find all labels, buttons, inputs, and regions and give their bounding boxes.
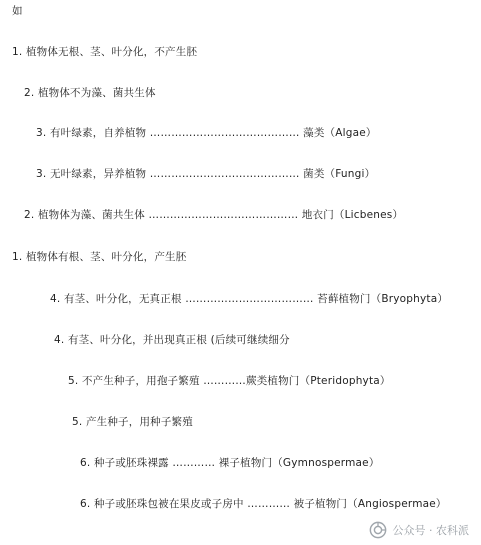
key-line-5b: 5. 产生种子，用种子繁殖 [72,416,193,428]
key-line-4a: 4. 有茎、叶分化，无真正根 ……………………………… 苔藓植物门（Bryophyta） [50,293,449,305]
key-line-1b: 1. 植物体有根、茎、叶分化，产生胚 [12,251,187,263]
key-line-6b: 6. 种子或胚珠包被在果皮或子房中 ………… 被子植物门（Angiospermae） [80,498,447,510]
wechat-official-account-icon [369,521,387,539]
key-line-2a: 2. 植物体不为藻、菌共生体 [24,87,156,99]
key-line-3a: 3. 有叶绿素，自养植物 …………………………………… 藻类（Algae） [36,127,377,139]
watermark [369,521,470,539]
key-line-4b: 4. 有茎、叶分化，并出现真正根 (后续可继续细分 [54,334,290,346]
key-line-5a: 5. 不产生种子，用孢子繁殖 …………蕨类植物门（Pteridophyta） [68,375,391,387]
watermark-text: 公众号 · 农科派 [392,524,469,537]
intro-text: 如 [12,5,23,17]
key-line-2b: 2. 植物体为藻、菌共生体 …………………………………… 地衣门（Licbenes） [24,209,404,221]
key-line-3b: 3. 无叶绿素，异养植物 …………………………………… 菌类（Fungi） [36,168,376,180]
key-line-6a: 6. 种子或胚珠裸露 ………… 裸子植物门（Gymnospermae） [80,457,380,469]
key-line-1a: 1. 植物体无根、茎、叶分化，不产生胚 [12,46,198,58]
